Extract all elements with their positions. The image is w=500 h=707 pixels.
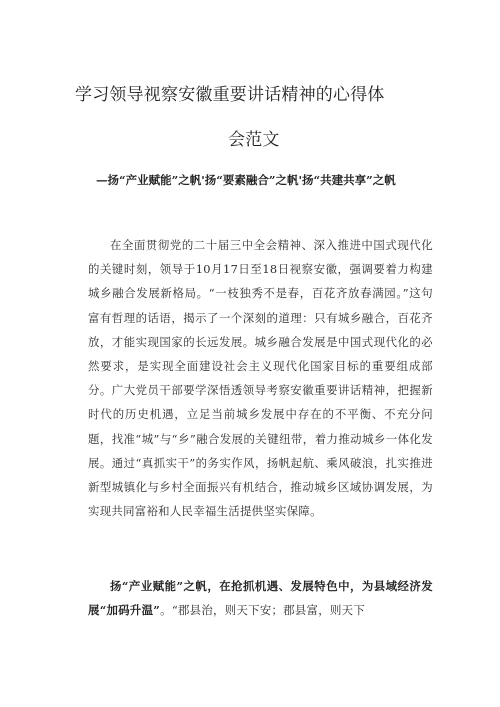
paragraph-2 [88, 574, 433, 622]
document-title-line1: 学习领导视察安徽重要讲话精神的心得体 [75, 85, 385, 105]
paragraph-2-text: 。“郡县治，则天下安；郡县富，则天下 [160, 603, 366, 618]
paragraph-1: 在全面贯彻党的二十届三中全会精神、深入推进中国式现代化的关键时刻，领导于10月17日至18日视察安徽，强调要着力构建城乡融合发展新格局。“一枝独秀不是春，百花齐放春满园。”这句富有哲理的话语，揭示了一个深刻的道理：只有城乡融合，百花齐放，才能实现国家的长远发展。城乡融合发展是中国式现代化的必然要求，是实现全面建设社会主义现代化国家目标的重要组成部分。广大党员干部要学深悟透领导考察安徽重要讲话精神，把握新时代的历史机遇，立足当前城乡发展中存在的不平衡、不充分问题，找准“城”与“乡”融合发展的关键纽带，着力推动城乡一体化发展。通过“真抓实干”的务实作风，扬帆起航、乘风破浪，扎实推进新型城镇化与乡村全面振兴有机结合，推动城乡区域协调发展，为实现共同富裕和人民幸福生活提供坚实保障。 [88, 238, 433, 519]
document-title-line2: 会范文 [228, 130, 280, 150]
paragraph-2-heading: 扬“产业赋能”之帆，在抢抓机遇、发展特色中，为县域经济发展“加码升温” [88, 579, 433, 618]
document-subtitle: —扬“产业赋能”之帆'扬“要素融合”之帆'扬“共建共享”之帆 [96, 173, 396, 187]
